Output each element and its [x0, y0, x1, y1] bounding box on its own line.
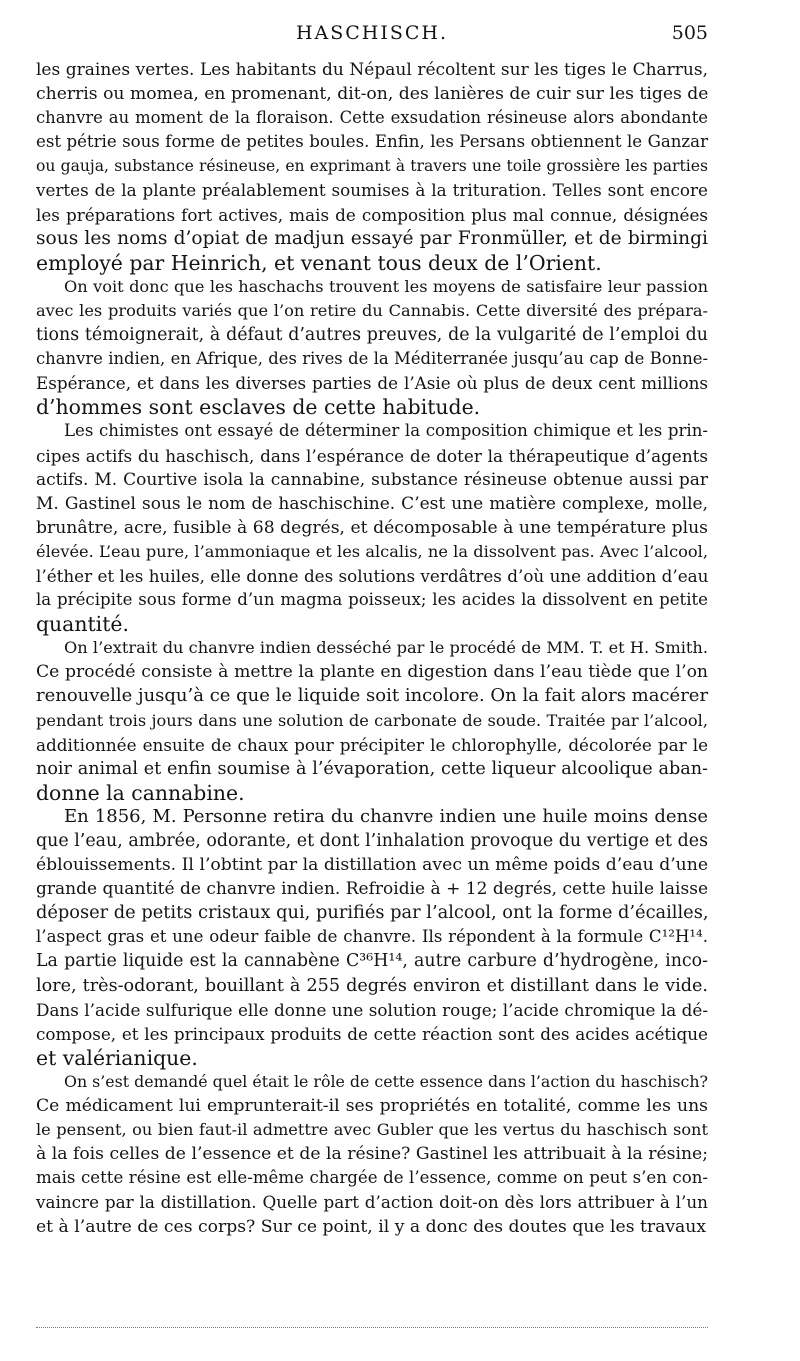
text-line: additionnée ensuite de chaux pour précipiter le chlorophylle, décolorée par le [36, 734, 708, 755]
text-line: éblouissements. Il l’obtint par la distillation avec un même poids d’eau d’une [36, 855, 708, 876]
text-line: noir animal et enfin soumise à l’évaporation, cette liqueur alcoolique aban- [36, 758, 708, 779]
text-line: chanvre au moment de la floraison. Cette exsudation résineuse alors abondante [36, 108, 708, 128]
text-line: compose, et les principaux produits de cette réaction sont des acides acétique [36, 1023, 708, 1044]
text-line: mais cette résine est elle-même chargée de l’essence, comme on peut s’en con- [36, 1168, 708, 1188]
text-line: vaincre par la distillation. Quelle part d’action doit-on dès lors attribuer à l’un [36, 1192, 708, 1213]
text-line: l’aspect gras et une odeur faible de chanvre. Ils répondent à la formule C¹²H¹⁴. [36, 927, 708, 947]
text-line: donne la cannabine. [36, 780, 245, 805]
text-line: avec les produits variés que l’on retire du Cannabis. Cette diversité des prépara- [36, 300, 708, 320]
page-number: 505 [671, 22, 708, 44]
text-line: que l’eau, ambrée, odorante, et dont l’inhalation provoque du vertige et des [36, 831, 708, 851]
text-line: cherris ou momea, en promenant, dit-on, des lanières de cuir sur les tiges de [36, 84, 709, 105]
paragraph [36, 805, 708, 1070]
text-line: vertes de la plante préalablement soumises à la trituration. Telles sont encore [36, 180, 708, 201]
text-line: sous les noms d’opiat de madjun essayé par Fronmüller, et de birmingi [36, 227, 708, 249]
text-line: La partie liquide est la cannabène C³⁶H¹⁴, autre carbure d’hydrogène, inco- [36, 951, 708, 972]
paragraph [36, 419, 708, 636]
text-line: En 1856, M. Personne retira du chanvre indien une huile moins dense [64, 805, 708, 827]
text-line: renouvelle jusqu’à ce que le liquide soit incolore. On la fait alors macérer [36, 685, 709, 707]
text-line: chanvre indien, en Afrique, des rives de la Méditerranée jusqu’au cap de Bonne- [36, 349, 708, 369]
text-line: le pensent, ou bien faut-il admettre avec Gubler que les vertus du haschisch sont [36, 1120, 708, 1140]
text-line: M. Gastinel sous le nom de haschischine. C’est une matière complexe, molle, [36, 493, 708, 514]
text-line: et à l’autre de ces corps? Sur ce point, il y a donc des doutes que les travaux [36, 1216, 707, 1237]
text-line: Espérance, et dans les diverses parties de l’Asie où plus de deux cent millions [36, 373, 708, 394]
text-line: à la fois celles de l’essence et de la résine? Gastinel les attribuait à la résine; [36, 1144, 708, 1165]
text-line: l’éther et les huiles, elle donne des solutions verdâtres d’où une addition d’eau [36, 565, 709, 586]
text-line: Ce médicament lui emprunterait-il ses propriétés en totalité, comme les uns [36, 1096, 708, 1117]
text-line: les préparations fort actives, mais de composition plus mal connue, désignées [36, 204, 708, 225]
text-line: pendant trois jours dans une solution de carbonate de soude. Traitée par l’alcool, [36, 710, 708, 730]
text-line: ou gauja, substance résineuse, en exprimant à travers une toile grossière les parties [36, 157, 708, 176]
body-text [36, 58, 708, 1239]
running-title: HASCHISCH. [295, 22, 449, 44]
paragraph [36, 636, 708, 805]
text-line: grande quantité de chanvre indien. Refroidie à + 12 degrés, cette huile laisse [36, 879, 708, 900]
text-line: actifs. M. Courtive isola la cannabine, substance résineuse obtenue aussi par [36, 469, 708, 490]
text-line: élevée. L’eau pure, l’ammoniaque et les alcalis, ne la dissolvent pas. Avec l’alcool, [36, 541, 708, 561]
paragraph [36, 275, 708, 420]
paragraph [36, 58, 708, 275]
text-line: lore, très-odorant, bouillant à 255 degrés environ et distillant dans le vide. [36, 975, 708, 996]
text-line: Dans l’acide sulfurique elle donne une solution rouge; l’acide chromique la dé- [36, 999, 708, 1020]
paragraph [36, 1070, 708, 1239]
text-line: employé par Heinrich, et venant tous deux de l’Orient. [36, 250, 602, 275]
text-line: Les chimistes ont essayé de déterminer la composition chimique et les prin- [64, 421, 708, 441]
text-line: et valérianique. [36, 1045, 198, 1070]
text-line: est pétrie sous forme de petites boules. Enfin, les Persans obtiennent le Ganzar [36, 132, 708, 152]
text-line: On l’extrait du chanvre indien desséché par le procédé de MM. T. et H. Smith. [64, 638, 708, 658]
text-line: les graines vertes. Les habitants du Népaul récoltent sur les tiges le Charrus, [36, 60, 708, 80]
text-line: brunâtre, acre, fusible à 68 degrés, et décomposable à une température plus [36, 517, 708, 538]
footer-dotted-rule [36, 1327, 708, 1328]
text-line: déposer de petits cristaux qui, purifiés par l’alcool, ont la forme d’écailles, [36, 902, 709, 924]
text-line: la précipite sous forme d’un magma poisseux; les acides la dissolvent en petite [36, 590, 708, 610]
text-line: On voit donc que les haschachs trouvent les moyens de satisfaire leur passion [64, 276, 708, 296]
text-line: quantité. [36, 612, 129, 637]
text-line: On s’est demandé quel était le rôle de cette essence dans l’action du haschisch? [64, 1071, 708, 1091]
text-line: tions témoignerait, à défaut d’autres preuves, de la vulgarité de l’emploi du [36, 325, 708, 346]
page-header [36, 20, 708, 52]
text-line: cipes actifs du haschisch, dans l’espérance de doter la thérapeutique d’agents [36, 445, 708, 466]
text-line: d’hommes sont esclaves de cette habitude. [36, 395, 481, 420]
text-line: Ce procédé consiste à mettre la plante en digestion dans l’eau tiède que l’on [36, 662, 708, 683]
